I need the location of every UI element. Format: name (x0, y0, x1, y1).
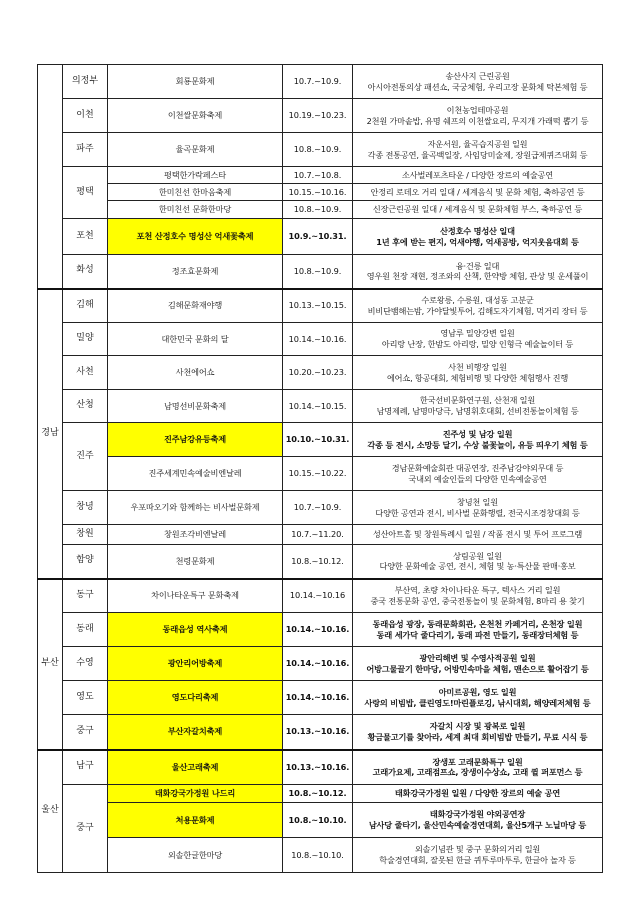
festival-name-cell: 진주세계민속예술비엔날레 (108, 457, 283, 491)
period-cell: 10.20.~10.23. (283, 356, 353, 390)
description-cell (353, 323, 603, 356)
province-cell (38, 65, 63, 289)
city-cell: 창녕 (63, 491, 108, 525)
period-cell: 10.14.~10.16. (283, 613, 353, 647)
program-line: 1년 후에 받는 편지, 억새야행, 억새공방, 억지웃음대회 등 (376, 236, 579, 247)
table-row (38, 201, 603, 219)
program-line: 아시아전통의상 패션쇼, 국궁체험, 우리고장 문화체 탁본체험 등 (367, 81, 588, 92)
festival-name-cell: 한미친선 한마음축제 (108, 184, 283, 201)
period-cell: 10.14.~10.16. (283, 681, 353, 715)
table-row (38, 525, 603, 545)
venue-line: 동래읍성 광장, 동래문화회관, 온천천 카페거리, 온천장 일원 (372, 618, 583, 629)
table-row (38, 785, 603, 803)
venue-line: 외솔기념관 및 중구 문화의거리 일원 (414, 844, 541, 855)
festival-name-cell: 영도다리축제 (108, 681, 283, 715)
period-cell: 10.8.~10.9. (283, 201, 353, 219)
description-cell (353, 99, 603, 133)
venue-line: 자갈치 시장 및 광복로 일원 (429, 721, 526, 732)
festival-name-cell: 남명선비문화축제 (108, 390, 283, 423)
description-cell (353, 255, 603, 289)
period-cell: 10.14.~10.15. (283, 390, 353, 423)
table-row (38, 613, 603, 647)
table-row (38, 99, 603, 133)
venue-line: 아미르공원, 영도 일원 (438, 686, 517, 697)
festival-name-cell: 이천쌀문화축제 (108, 99, 283, 133)
venue-line: 이천농업테마공원 (446, 104, 509, 115)
city-cell: 수영 (63, 647, 108, 681)
period-cell: 10.8.~10.10. (283, 803, 353, 838)
period-cell: 10.14.~10.16 (283, 579, 353, 613)
description-cell (353, 647, 603, 681)
period-cell: 10.13.~10.16. (283, 715, 353, 750)
description-cell (353, 133, 603, 167)
festival-name-cell: 광안리어방축제 (108, 647, 283, 681)
city-cell: 밀양 (63, 323, 108, 356)
program-line: 영우원 천장 재현, 정조와의 산책, 한약방 체험, 관상 및 운세풀이 (366, 271, 589, 282)
description-cell (353, 201, 603, 219)
program-line: 다양한 문화예술 공연, 전시, 체험 및 농·특산물 판매·홍보 (379, 561, 576, 572)
description-cell (353, 356, 603, 390)
program-line: 다양한 공연과 전시, 비사벌 문화행렬, 전국시조경창대회 등 (375, 507, 580, 518)
festival-name-cell: 태화강국가정원 나드리 (108, 785, 283, 803)
program-line: 사랑의 비빔밥, 클린영도!마린플로깅, 낚시대회, 해양레저체험 등 (364, 697, 591, 708)
festival-name-cell: 차이나타운특구 문화축제 (108, 579, 283, 613)
program-line: 아리랑 난장, 한밤도 아리랑, 밀양 인형극 예술놀이터 등 (381, 339, 574, 349)
description-cell (353, 525, 603, 545)
city-cell: 함양 (63, 545, 108, 579)
city-cell: 창원 (63, 525, 108, 545)
festival-name-cell: 우포따오기와 함께하는 비사벌문화제 (108, 491, 283, 525)
period-cell: 10.9.~10.31. (283, 219, 353, 255)
table-row (38, 545, 603, 579)
city-cell: 중구 (63, 715, 108, 750)
description-cell (353, 167, 603, 184)
period-cell: 10.8.~10.9. (283, 133, 353, 167)
festival-name-cell: 부산자갈치축제 (108, 715, 283, 750)
table-row (38, 803, 603, 838)
venue-line: 진주성 및 남강 일원 (442, 428, 513, 439)
venue-line: 부산역, 초량 차이나타운 특구, 텍사스 거리 일원 (394, 585, 561, 596)
venue-line: 사천 비행장 일원 (448, 361, 507, 372)
program-line: 중국 전통문화 공연, 중국전통놀이 및 문화체험, 8마리 용 찾기 (370, 595, 585, 606)
program-line: 각종 전통공연, 율곡백일장, 사임당미술제, 장원급제퀴즈대회 등 (367, 149, 588, 160)
city-cell: 화성 (63, 255, 108, 289)
venue-line: 성산아트홀 및 창원특례시 일원 / 작품 전시 및 투어 프로그램 (372, 529, 583, 540)
festival-name-cell: 대한민국 문화의 달 (108, 323, 283, 356)
venue-line: 산정호수 명성산 일대 (440, 225, 515, 236)
program-line: 에어쇼, 항공대회, 체험비행 및 다양한 체험행사 진행 (386, 372, 569, 383)
program-line: 황금물고기를 찾아라, 세계 최대 회비빔밥 만들기, 무료 시식 등 (367, 731, 588, 742)
festival-name-cell: 김해문화재야행 (108, 289, 283, 323)
program-line: 국내외 예술인들의 다양한 민속예술공연 (408, 473, 547, 484)
venue-line: 경남문화예술회관 대공연장, 진주남강야외무대 등 (391, 462, 564, 473)
table-row (38, 579, 603, 613)
period-cell: 10.8.~10.12. (283, 785, 353, 803)
period-cell: 10.10.~10.31. (283, 423, 353, 457)
table-row (38, 750, 603, 785)
description-cell (353, 613, 603, 647)
city-cell: 동구 (63, 579, 108, 613)
festival-name-cell: 율곡문화제 (108, 133, 283, 167)
province-cell: 경남 (38, 289, 63, 579)
description-cell (353, 289, 603, 323)
program-line: 비비단뱀해는밤, 가야달빛투어, 김해도자기체험, 먹거리 장터 등 (367, 305, 588, 316)
table-row (38, 133, 603, 167)
festival-name-cell: 회룡문화제 (108, 65, 283, 99)
venue-line: 상림공원 일원 (453, 550, 502, 561)
venue-line: 태화강국가정원 일원 / 다양한 장르의 예술 공연 (394, 788, 561, 799)
table-row (38, 423, 603, 457)
description-cell (353, 715, 603, 750)
period-cell: 10.15.~10.22. (283, 457, 353, 491)
description-cell (353, 491, 603, 525)
venue-line: 신장근린공원 일대 / 세계음식 및 문화체험 부스, 축하공연 등 (372, 204, 583, 215)
city-cell: 평택 (63, 167, 108, 219)
period-cell: 10.8.~10.9. (283, 255, 353, 289)
city-cell: 포천 (63, 219, 108, 255)
program-line: 남사당 줄타기, 울산민속예술경연대회, 울산5개구 노닐마당 등 (368, 820, 587, 830)
period-cell: 10.7.~10.8. (283, 167, 353, 184)
program-line: 남명제례, 남명마당극, 남명휘호대회, 선비전통놀이체험 등 (376, 406, 579, 416)
festival-table (37, 64, 603, 873)
city-cell: 산청 (63, 390, 108, 423)
festival-name-cell: 한미친선 문화한마당 (108, 201, 283, 219)
city-cell: 남구 (63, 750, 108, 785)
city-cell: 동래 (63, 613, 108, 647)
table-row (38, 356, 603, 390)
table-row (38, 390, 603, 423)
program-line: 학술경연대회, 잘못된 한글 퀴투루마투루, 한글아 놀자 등 (379, 855, 576, 865)
period-cell: 10.15.~10.16. (283, 184, 353, 201)
venue-line: 안정리 로데오 거리 일대 / 세계음식 및 문화 체험, 축하공연 등 (370, 186, 585, 197)
program-line: 고래가요제, 고래점프쇼, 장생이수상쇼, 고래 퀼 퍼포먼스 등 (372, 767, 583, 778)
description-cell (353, 838, 603, 873)
period-cell: 10.8.~10.10. (283, 838, 353, 873)
table-row (38, 184, 603, 201)
venue-line: 영남루 밀양강변 일원 (440, 328, 515, 339)
venue-line: 수로왕릉, 수릉원, 대성동 고분군 (421, 295, 534, 306)
table-row (38, 457, 603, 491)
period-cell: 10.13.~10.15. (283, 289, 353, 323)
city-cell: 파주 (63, 133, 108, 167)
program-line: 어방그물끌기 한마당, 어방민속마을 체험, 맨손으로 활어잡기 등 (366, 663, 589, 674)
province-cell: 부산 (38, 579, 63, 750)
festival-name-cell: 천령문화제 (108, 545, 283, 579)
period-cell: 10.7.~10.9. (283, 491, 353, 525)
description-cell (353, 219, 603, 255)
city-cell: 이천 (63, 99, 108, 133)
festival-name-cell: 포천 산정호수 명성산 억새꽃축제 (108, 219, 283, 255)
festival-name-cell: 외솔한글한마당 (108, 838, 283, 873)
festival-name-cell: 평택한가락페스타 (108, 167, 283, 184)
period-cell: 10.13.~10.16. (283, 750, 353, 785)
venue-line: 융·건릉 일대 (455, 260, 500, 271)
venue-line: 자운서원, 율곡습지공원 일원 (427, 138, 528, 149)
period-cell: 10.19.~10.23. (283, 99, 353, 133)
table-row (38, 65, 603, 99)
table-row (38, 715, 603, 750)
city-cell: 중구 (63, 785, 108, 873)
description-cell (353, 681, 603, 715)
city-cell: 영도 (63, 681, 108, 715)
description-cell (353, 579, 603, 613)
description-cell (353, 184, 603, 201)
festival-name-cell: 처용문화제 (108, 803, 283, 838)
venue-line: 광안리해변 및 수영사적공원 일원 (419, 652, 536, 663)
period-cell: 10.7.~11.20. (283, 525, 353, 545)
venue-line: 태화강국가정원 야외공연장 (429, 809, 526, 820)
program-line: 동래 세가닥 줄다리기, 동래 파전 만들기, 동래장터체험 등 (376, 629, 579, 640)
city-cell: 의정부 (63, 65, 108, 99)
description-cell (353, 803, 603, 838)
city-cell: 사천 (63, 356, 108, 390)
venue-line: 송산사지 근린공원 (445, 70, 510, 81)
description-cell (353, 750, 603, 785)
city-cell: 진주 (63, 423, 108, 491)
table-row (38, 167, 603, 184)
table-row (38, 219, 603, 255)
festival-name-cell: 정조효문화제 (108, 255, 283, 289)
festival-name-cell: 창원조각비엔날레 (108, 525, 283, 545)
table-row (38, 838, 603, 873)
period-cell: 10.14.~10.16. (283, 647, 353, 681)
province-cell: 울산 (38, 750, 63, 873)
period-cell: 10.8.~10.12. (283, 545, 353, 579)
table-row (38, 491, 603, 525)
venue-line: 장생포 고래문화특구 일원 (432, 756, 523, 767)
table-row (38, 323, 603, 356)
venue-line: 소사벌레포츠타운 / 다양한 장르의 예술공연 (402, 169, 553, 180)
description-cell (353, 785, 603, 803)
city-cell: 김해 (63, 289, 108, 323)
venue-line: 창녕천 일원 (457, 496, 498, 507)
table-row (38, 647, 603, 681)
description-cell (353, 457, 603, 491)
festival-name-cell: 울산고래축제 (108, 750, 283, 785)
description-cell (353, 65, 603, 99)
program-line: 각종 등 전시, 소망등 달기, 수상 불꽃놀이, 유등 띄우기 체험 등 (367, 439, 588, 450)
venue-line: 한국선비문화연구원, 산천재 일원 (419, 395, 536, 406)
program-line: 2천원 가마솥밥, 유명 쉐프의 이천쌀요리, 무지개 가래떡 뽑기 등 (366, 115, 589, 126)
table-row (38, 681, 603, 715)
description-cell (353, 423, 603, 457)
description-cell (353, 545, 603, 579)
festival-name-cell: 진주남강유등축제 (108, 423, 283, 457)
period-cell: 10.7.~10.9. (283, 65, 353, 99)
table-row (38, 289, 603, 323)
description-cell (353, 390, 603, 423)
table-row (38, 255, 603, 289)
festival-name-cell: 동래읍성 역사축제 (108, 613, 283, 647)
period-cell: 10.14.~10.16. (283, 323, 353, 356)
festival-name-cell: 사천에어쇼 (108, 356, 283, 390)
